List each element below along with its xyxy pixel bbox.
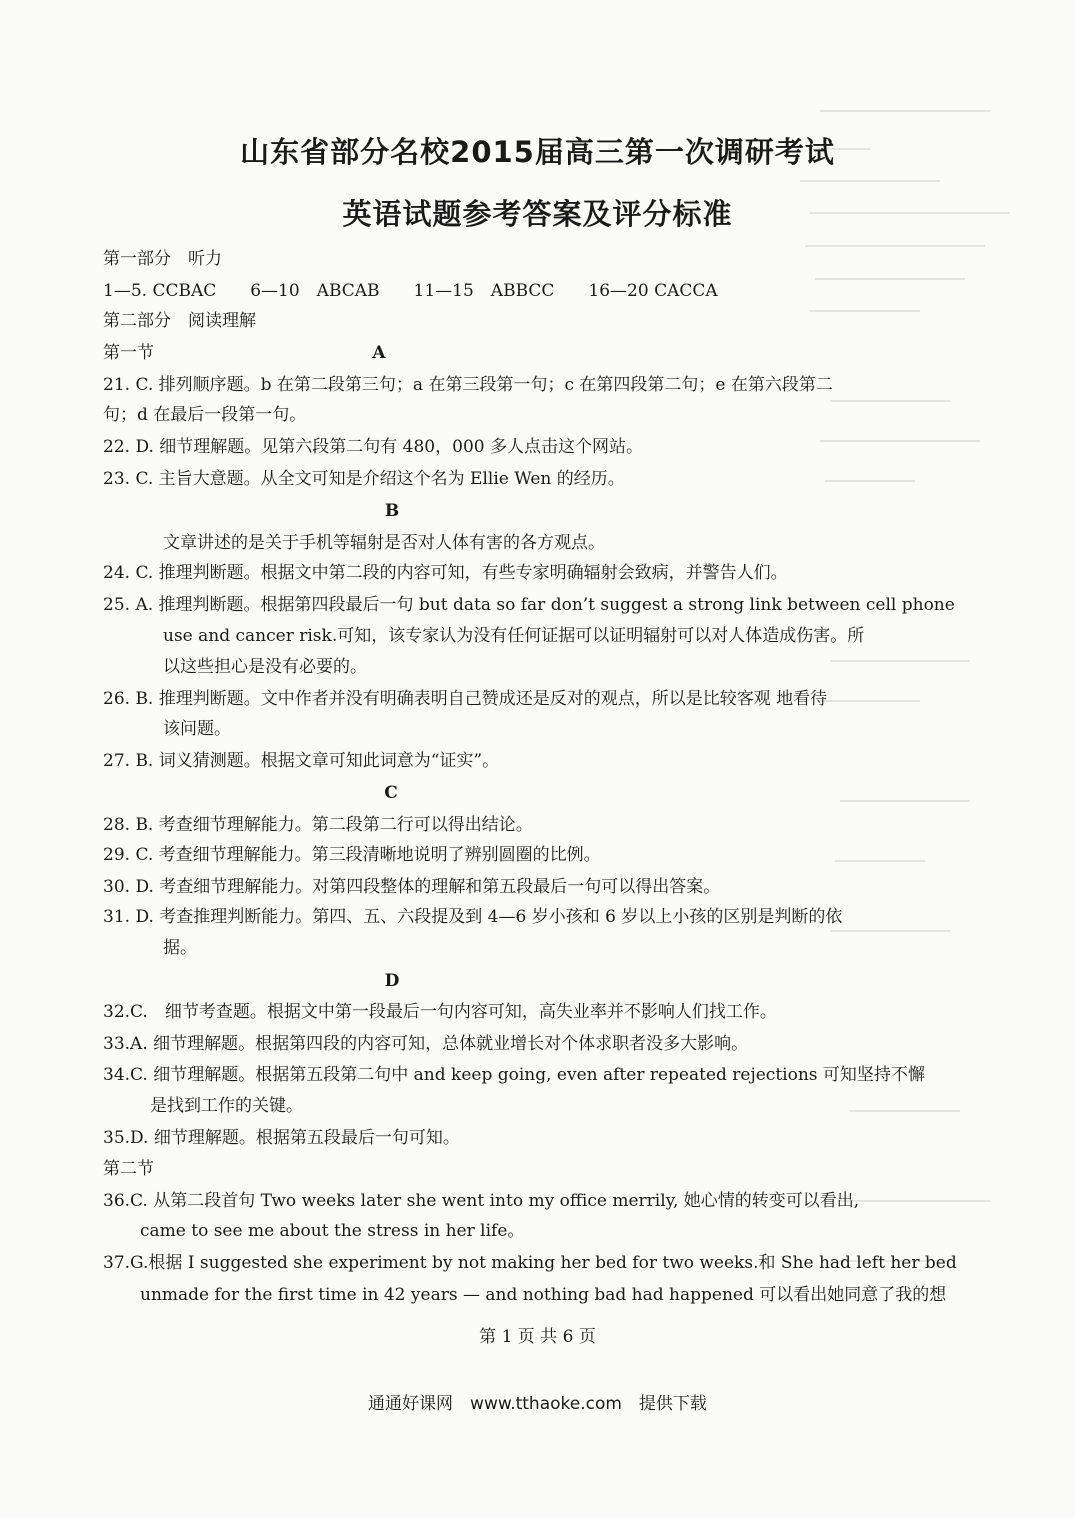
answer-32: 32.C. 细节考查题。根据文中第一段最后一句内容可知，高失业率并不影响人们找工作。 [103,1002,777,1022]
answer-31-line2: 据。 [163,938,197,958]
answer-21-line1: 21. C. 排列顺序题。b 在第二段第三句；a 在第三段第一句；c 在第四段第二句；e 在第六段第二 [103,375,833,395]
answer-28: 28. B. 考查细节理解能力。第二段第二行可以得出结论。 [103,815,533,835]
answer-33: 33.A. 细节理解题。根据第四段的内容可知，总体就业增长对个体求职者没多大影响。 [103,1034,749,1054]
passage-c-heading: C [384,783,398,803]
page-number: 第 1 页 共 6 页 [479,1327,596,1347]
download-source-footer: 通通好课网 www.tthaoke.com 提供下载 [368,1394,707,1414]
passage-b-intro: 文章讲述的是关于手机等辐射是否对人体有害的各方观点。 [163,533,605,553]
answer-35: 35.D. 细节理解题。根据第五段最后一句可知。 [103,1128,460,1148]
answer-37-line2: unmade for the first time in 42 years — and nothing bad had happened 可以看出她同意了我的想 [140,1285,947,1305]
answer-34-line2: 是找到工作的关键。 [150,1096,303,1116]
answer-25-line2: use and cancer risk.可知，该专家认为没有任何证据可以证明辐射可以对人体造成伤害。所 [163,626,865,646]
answer-26-line2: 该问题。 [163,719,231,739]
answer-25-line3: 以这些担心是没有必要的。 [163,657,367,677]
answer-31-line1: 31. D. 考查推理判断能力。第四、五、六段提及到 4—6 岁小孩和 6 岁以上小孩的区别是判断的依 [103,907,843,927]
answer-24: 24. C. 推理判断题。根据文中第二段的内容可知，有些专家明确辐射会致病，并警告人们。 [103,563,788,583]
answer-37-line1: 37.G.根据 I suggested she experiment by not making her bed for two weeks.和 She had left her bed [103,1253,957,1273]
part2-heading: 第二部分 阅读理解 [103,311,256,331]
part1-heading: 第一部分 听力 [103,249,222,269]
listening-answers: 1—5. CCBAC 6—10 ABCAB 11—15 ABBCC 16—20 CACCA [103,281,718,301]
page-title: 山东省部分名校2015届高三第一次调研考试 [240,135,835,169]
section1-heading: 第一节 [103,343,154,363]
answer-34-line1: 34.C. 细节理解题。根据第五段第二句中 and keep going, even after repeated rejections 可知坚持不懈 [103,1065,925,1085]
answer-22: 22. D. 细节理解题。见第六段第二句有 480，000 多人点击这个网站。 [103,437,643,457]
answer-23: 23. C. 主旨大意题。从全文可知是介绍这个名为 Ellie Wen 的经历。 [103,469,625,489]
passage-a-heading: A [372,343,386,363]
answer-29: 29. C. 考查细节理解能力。第三段清晰地说明了辨别圆圈的比例。 [103,845,601,865]
passage-b-heading: B [384,501,400,521]
answer-25-line1: 25. A. 推理判断题。根据第四段最后一句 but data so far don’t suggest a strong link between cell phone [103,595,955,615]
bleed-through-shadow [790,100,1030,1350]
page-subtitle: 英语试题参考答案及评分标准 [342,197,733,231]
passage-d-heading: D [384,971,400,991]
answer-21-line2: 句；d 在最后一段第一句。 [103,405,307,425]
answer-36-line2: came to see me about the stress in her life。 [140,1221,525,1241]
answer-26-line1: 26. B. 推理判断题。文中作者并没有明确表明自己赞成还是反对的观点，所以是比较客观 地看待 [103,689,828,709]
answer-27: 27. B. 词义猜测题。根据文章可知此词意为“证实”。 [103,751,500,771]
answer-36-line1: 36.C. 从第二段首句 Two weeks later she went into my office merrily, 她心情的转变可以看出, [103,1191,860,1211]
section2-heading: 第二节 [103,1159,154,1179]
answer-30: 30. D. 考查细节理解能力。对第四段整体的理解和第五段最后一句可以得出答案。 [103,877,721,897]
